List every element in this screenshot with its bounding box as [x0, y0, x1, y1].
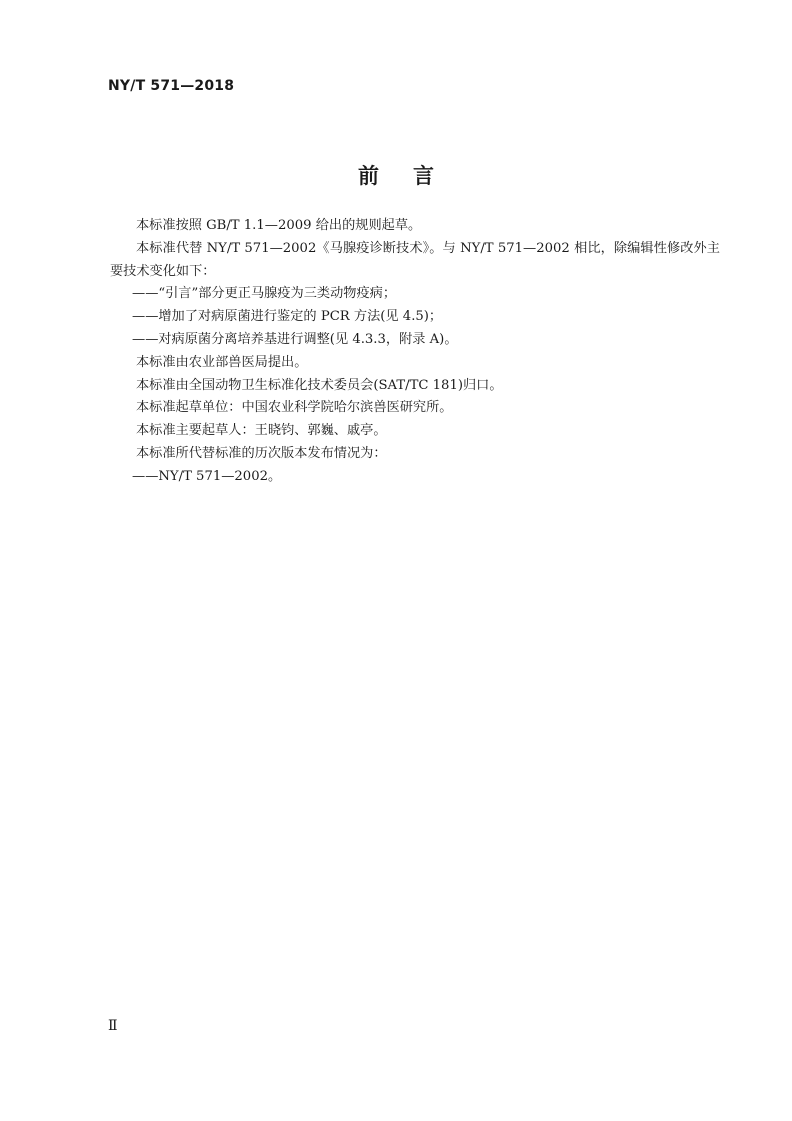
- paragraph-proposer: 本标准由农业部兽医局提出。: [136, 354, 308, 370]
- page-title: 前言: [358, 164, 468, 188]
- paragraph-drafting-unit: 本标准起草单位：中国农业科学院哈尔滨兽医研究所。: [136, 400, 453, 416]
- list-item-change-3: ——对病原菌分离培养基进行调整(见 4.3.3，附录 A)。: [132, 331, 458, 347]
- list-item-history-1: ——NY/T 571—2002。: [132, 468, 282, 484]
- foreword-body: [110, 215, 720, 489]
- paragraph-history: 本标准所代替标准的历次版本发布情况为：: [136, 445, 387, 461]
- list-item-change-2: ——增加了对病原菌进行鉴定的 PCR 方法(见 4.5)；: [132, 309, 443, 325]
- standard-code: NY/T 571—2018: [108, 78, 235, 94]
- paragraph-replacement: 本标准代替 NY/T 571—2002《马腺疫诊断技术》。与 NY/T 571—2002 相比，除编辑性修改外主要技术变化如下：: [110, 240, 720, 279]
- paragraph-drafting-rules: 本标准按照 GB/T 1.1—2009 给出的规则起草。: [136, 218, 422, 233]
- paragraph-drafters: 本标准主要起草人：王晓钧、郭巍、戚亭。: [136, 423, 387, 439]
- paragraph-committee: 本标准由全国动物卫生标准化技术委员会(SAT/TC 181)归口。: [136, 377, 503, 393]
- page-number: Ⅱ: [108, 1018, 118, 1034]
- list-item-change-1: ——“引言”部分更正马腺疫为三类动物疫病；: [132, 286, 397, 302]
